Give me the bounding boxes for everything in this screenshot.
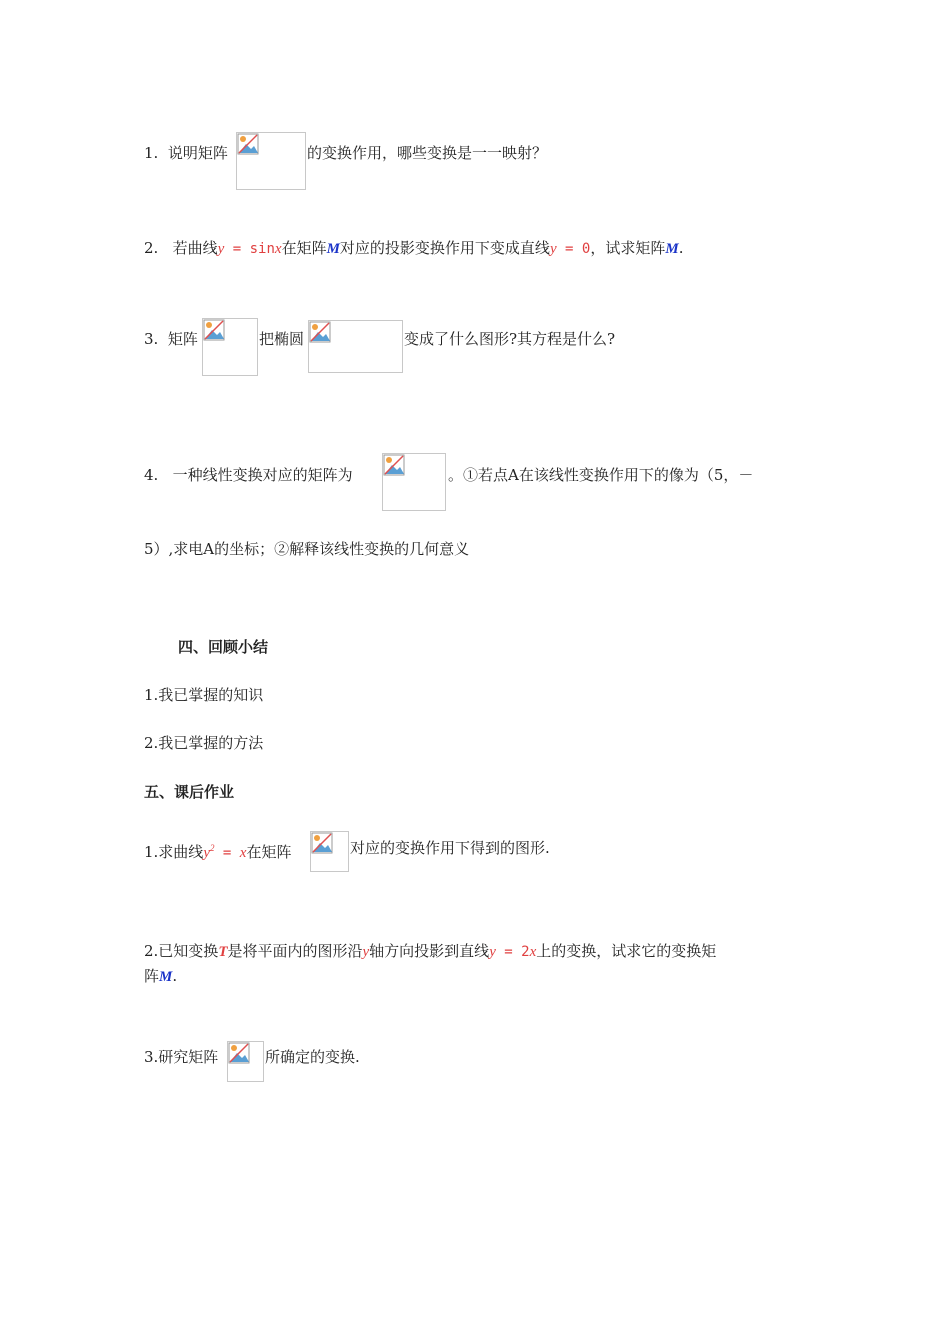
question-number: 4. [144, 466, 159, 484]
text: 。①若点A在该线性变换作用下的像为（5，－ [448, 466, 754, 484]
text: 对应的投影变换作用下变成直线 [339, 239, 550, 257]
question-number: 1. [144, 144, 159, 162]
text: 一种线性变换对应的矩阵为 [172, 466, 353, 484]
text: 1.求曲线 [144, 843, 204, 861]
text: . [678, 239, 684, 257]
broken-image-icon [203, 319, 225, 341]
question-text: 说明矩阵 [167, 144, 228, 162]
transform-symbol: T [218, 944, 228, 960]
homework-1 [144, 838, 291, 863]
broken-image-icon [237, 133, 259, 155]
text: 对应的变换作用下得到的图形. [350, 839, 550, 857]
matrix-image [236, 132, 306, 190]
math-var: y [203, 845, 210, 861]
question-4 [144, 465, 353, 485]
text: 所确定的变换. [265, 1048, 360, 1066]
question-4-tail [448, 465, 753, 485]
homework-3-tail [265, 1047, 360, 1067]
text: ，试求矩阵 [590, 239, 666, 257]
question-3 [144, 329, 198, 349]
math-text: = [214, 845, 240, 861]
matrix-symbol: M [159, 969, 173, 985]
question-1-tail [307, 143, 547, 163]
matrix-image [227, 1041, 264, 1082]
broken-image-icon [228, 1042, 250, 1064]
matrix-image [310, 831, 349, 872]
math-var: x [529, 944, 537, 960]
math-text: = 0 [556, 241, 591, 257]
question-number: 2. [144, 239, 159, 257]
matrix-image [382, 453, 446, 511]
homework-3 [144, 1047, 218, 1067]
matrix-symbol: M [665, 241, 679, 257]
question-text: 的变换作用，哪些变换是一一映射？ [307, 144, 548, 162]
question-4-continuation [144, 539, 469, 559]
text: 5）,求电A的坐标；②解释该线性变换的几何意义 [144, 540, 470, 558]
text: 变成了什么图形?其方程是什么? [404, 330, 616, 348]
math-text: = sin [224, 241, 275, 257]
list-item: 1.我已掌握的知识 [144, 686, 264, 704]
broken-image-icon [309, 321, 331, 343]
homework-2-continuation [144, 966, 177, 987]
text: 在矩阵 [246, 843, 292, 861]
text: 在矩阵 [281, 239, 327, 257]
section-heading: 四、回顾小结 [178, 638, 269, 656]
math-sup: 2 [209, 843, 215, 853]
question-1 [144, 143, 228, 163]
homework-2 [144, 941, 716, 962]
math-var: x [274, 241, 282, 257]
question-number: 3. [144, 330, 159, 348]
question-3-mid [259, 329, 304, 349]
math-var: y [362, 944, 370, 960]
text: 是将平面内的图形沿 [227, 942, 363, 960]
text: 若曲线 [172, 239, 218, 257]
question-2 [144, 238, 683, 259]
list-item: 2.我已掌握的方法 [144, 734, 264, 752]
math-var: y [489, 944, 496, 960]
text: . [172, 967, 178, 985]
ellipse-equation-image [308, 320, 403, 373]
matrix-image [202, 318, 258, 376]
math-var: x [239, 845, 247, 861]
math-var: y [549, 241, 557, 257]
text: 2.已知变换 [144, 942, 219, 960]
text: 3.研究矩阵 [144, 1048, 219, 1066]
matrix-symbol: M [326, 241, 340, 257]
broken-image-icon [383, 454, 405, 476]
math-text: = 2 [495, 944, 530, 960]
broken-image-icon [311, 832, 333, 854]
text: 矩阵 [167, 330, 198, 348]
homework-1-tail [350, 838, 550, 858]
math-var: y [217, 241, 225, 257]
section-heading: 五、课后作业 [144, 783, 235, 801]
text: 轴方向投影到直线 [369, 942, 490, 960]
question-3-tail [404, 329, 615, 349]
text: 上的变换，试求它的变换矩 [536, 942, 717, 960]
text: 把椭圆 [259, 330, 305, 348]
text: 阵 [144, 967, 160, 985]
